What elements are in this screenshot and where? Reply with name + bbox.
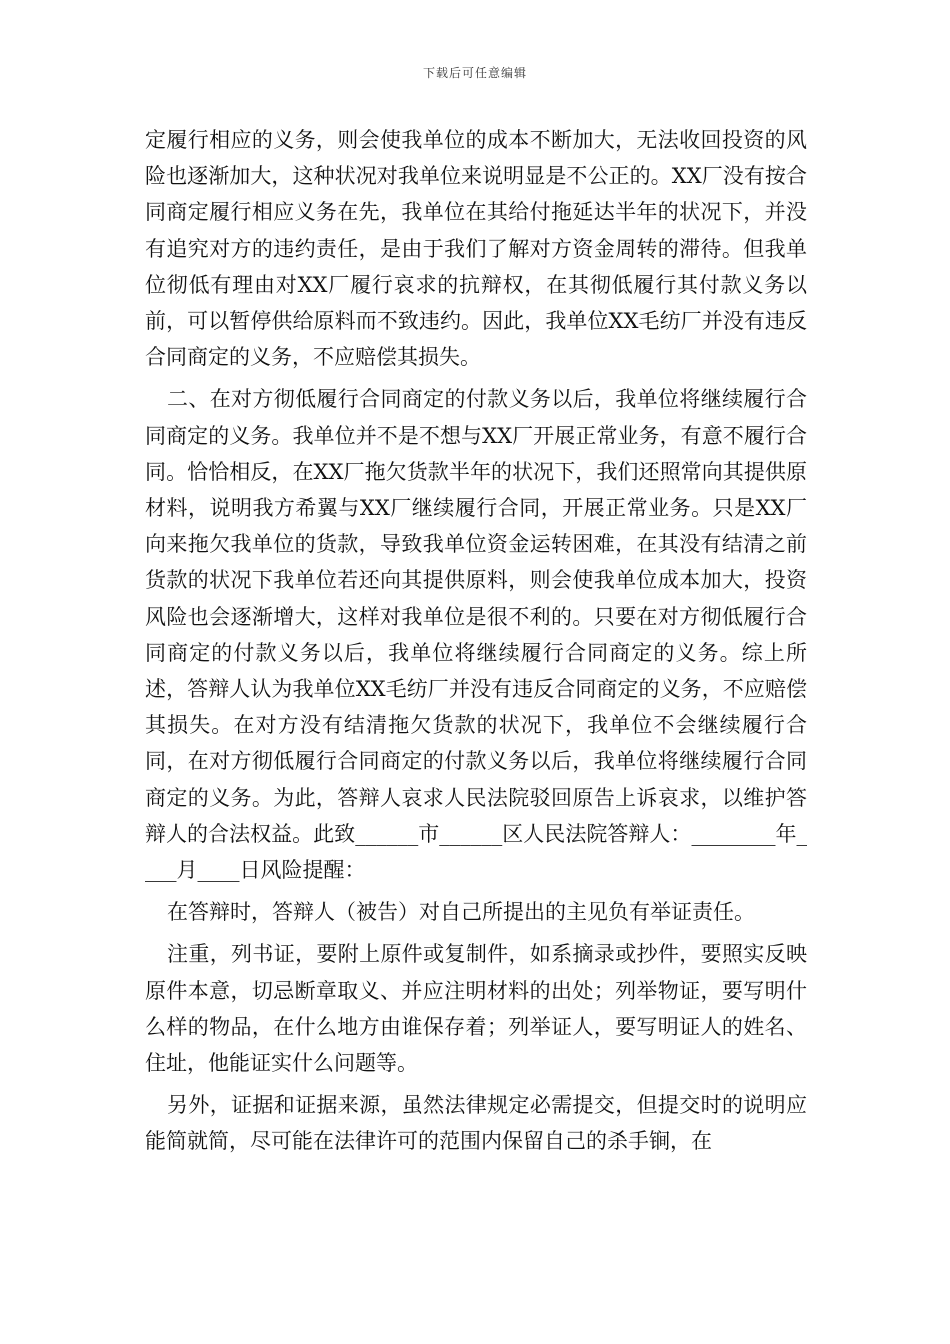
page-header: 下载后可任意编辑 xyxy=(422,66,527,80)
document-body xyxy=(145,122,807,1160)
paragraph-3: 在答辩时，答辩人（被告）对自己所提出的主见负有举证责任。 xyxy=(167,900,755,925)
paragraph-4: 注重，列书证，要附上原件或复制件，如系摘录或抄件，要照实反映原件本意，切忌断章取义、并应注明材料的出处；列举物证，要写明什么样的物品，在什么地方由谁保存着；列举证人，要写明证人的姓名、住址，他能证实什么问题等。 xyxy=(145,942,807,1076)
paragraph-2: 二、在对方彻低履行合同商定的付款义务以后，我单位将继续履行合同商定的义务。我单位并不是不想与XX厂开展正常业务，有意不履行合同。恰恰相反，在XX厂拖欠货款半年的状况下，我们还照常向其提供原材料，说明我方希翼与XX厂继续履行合同，开展正常业务。只是XX厂向来拖欠我单位的货款，导致我单位资金运转困难，在其没有结清之前货款的状况下我单位若还向其提供原料，则会使我单位成本加大，投资风险也会逐渐增大，这样对我单位是很不利的。只要在对方彻低履行合同商定的付款义务以后，我单位将继续履行合同商定的义务。综上所述，答辩人认为我单位XX毛纺厂并没有违反合同商定的义务，不应赔偿其损失。在对方没有结清拖欠货款的状况下，我单位不会继续履行合同，在对方彻低履行合同商定的付款义务以后，我单位将继续履行合同商定的义务。为此，答辩人哀求人民法院驳回原告上诉哀求，以维护答辩人的合法权益。此致______市______区人民法院答辩人：________年____月____日风险提醒： xyxy=(145,387,807,883)
paragraph-5: 另外，证据和证据来源，虽然法律规定必需提交，但提交时的说明应能简就简，尽可能在法律许可的范围内保留自己的杀手锏，在 xyxy=(145,1093,807,1154)
paragraph-1: 定履行相应的义务，则会使我单位的成本不断加大，无法收回投资的风险也逐渐加大，这种状况对我单位来说明显是不公正的。XX厂没有按合同商定履行相应义务在先，我单位在其给付拖延达半年的状况下，并没有追究对方的违约责任，是由于我们了解对方资金周转的滞待。但我单位彻低有理由对XX厂履行哀求的抗辩权，在其彻低履行其付款义务以前，可以暂停供给原料而不致违约。因此，我单位XX毛纺厂并没有违反合同商定的义务，不应赔偿其损失。 xyxy=(145,128,807,370)
